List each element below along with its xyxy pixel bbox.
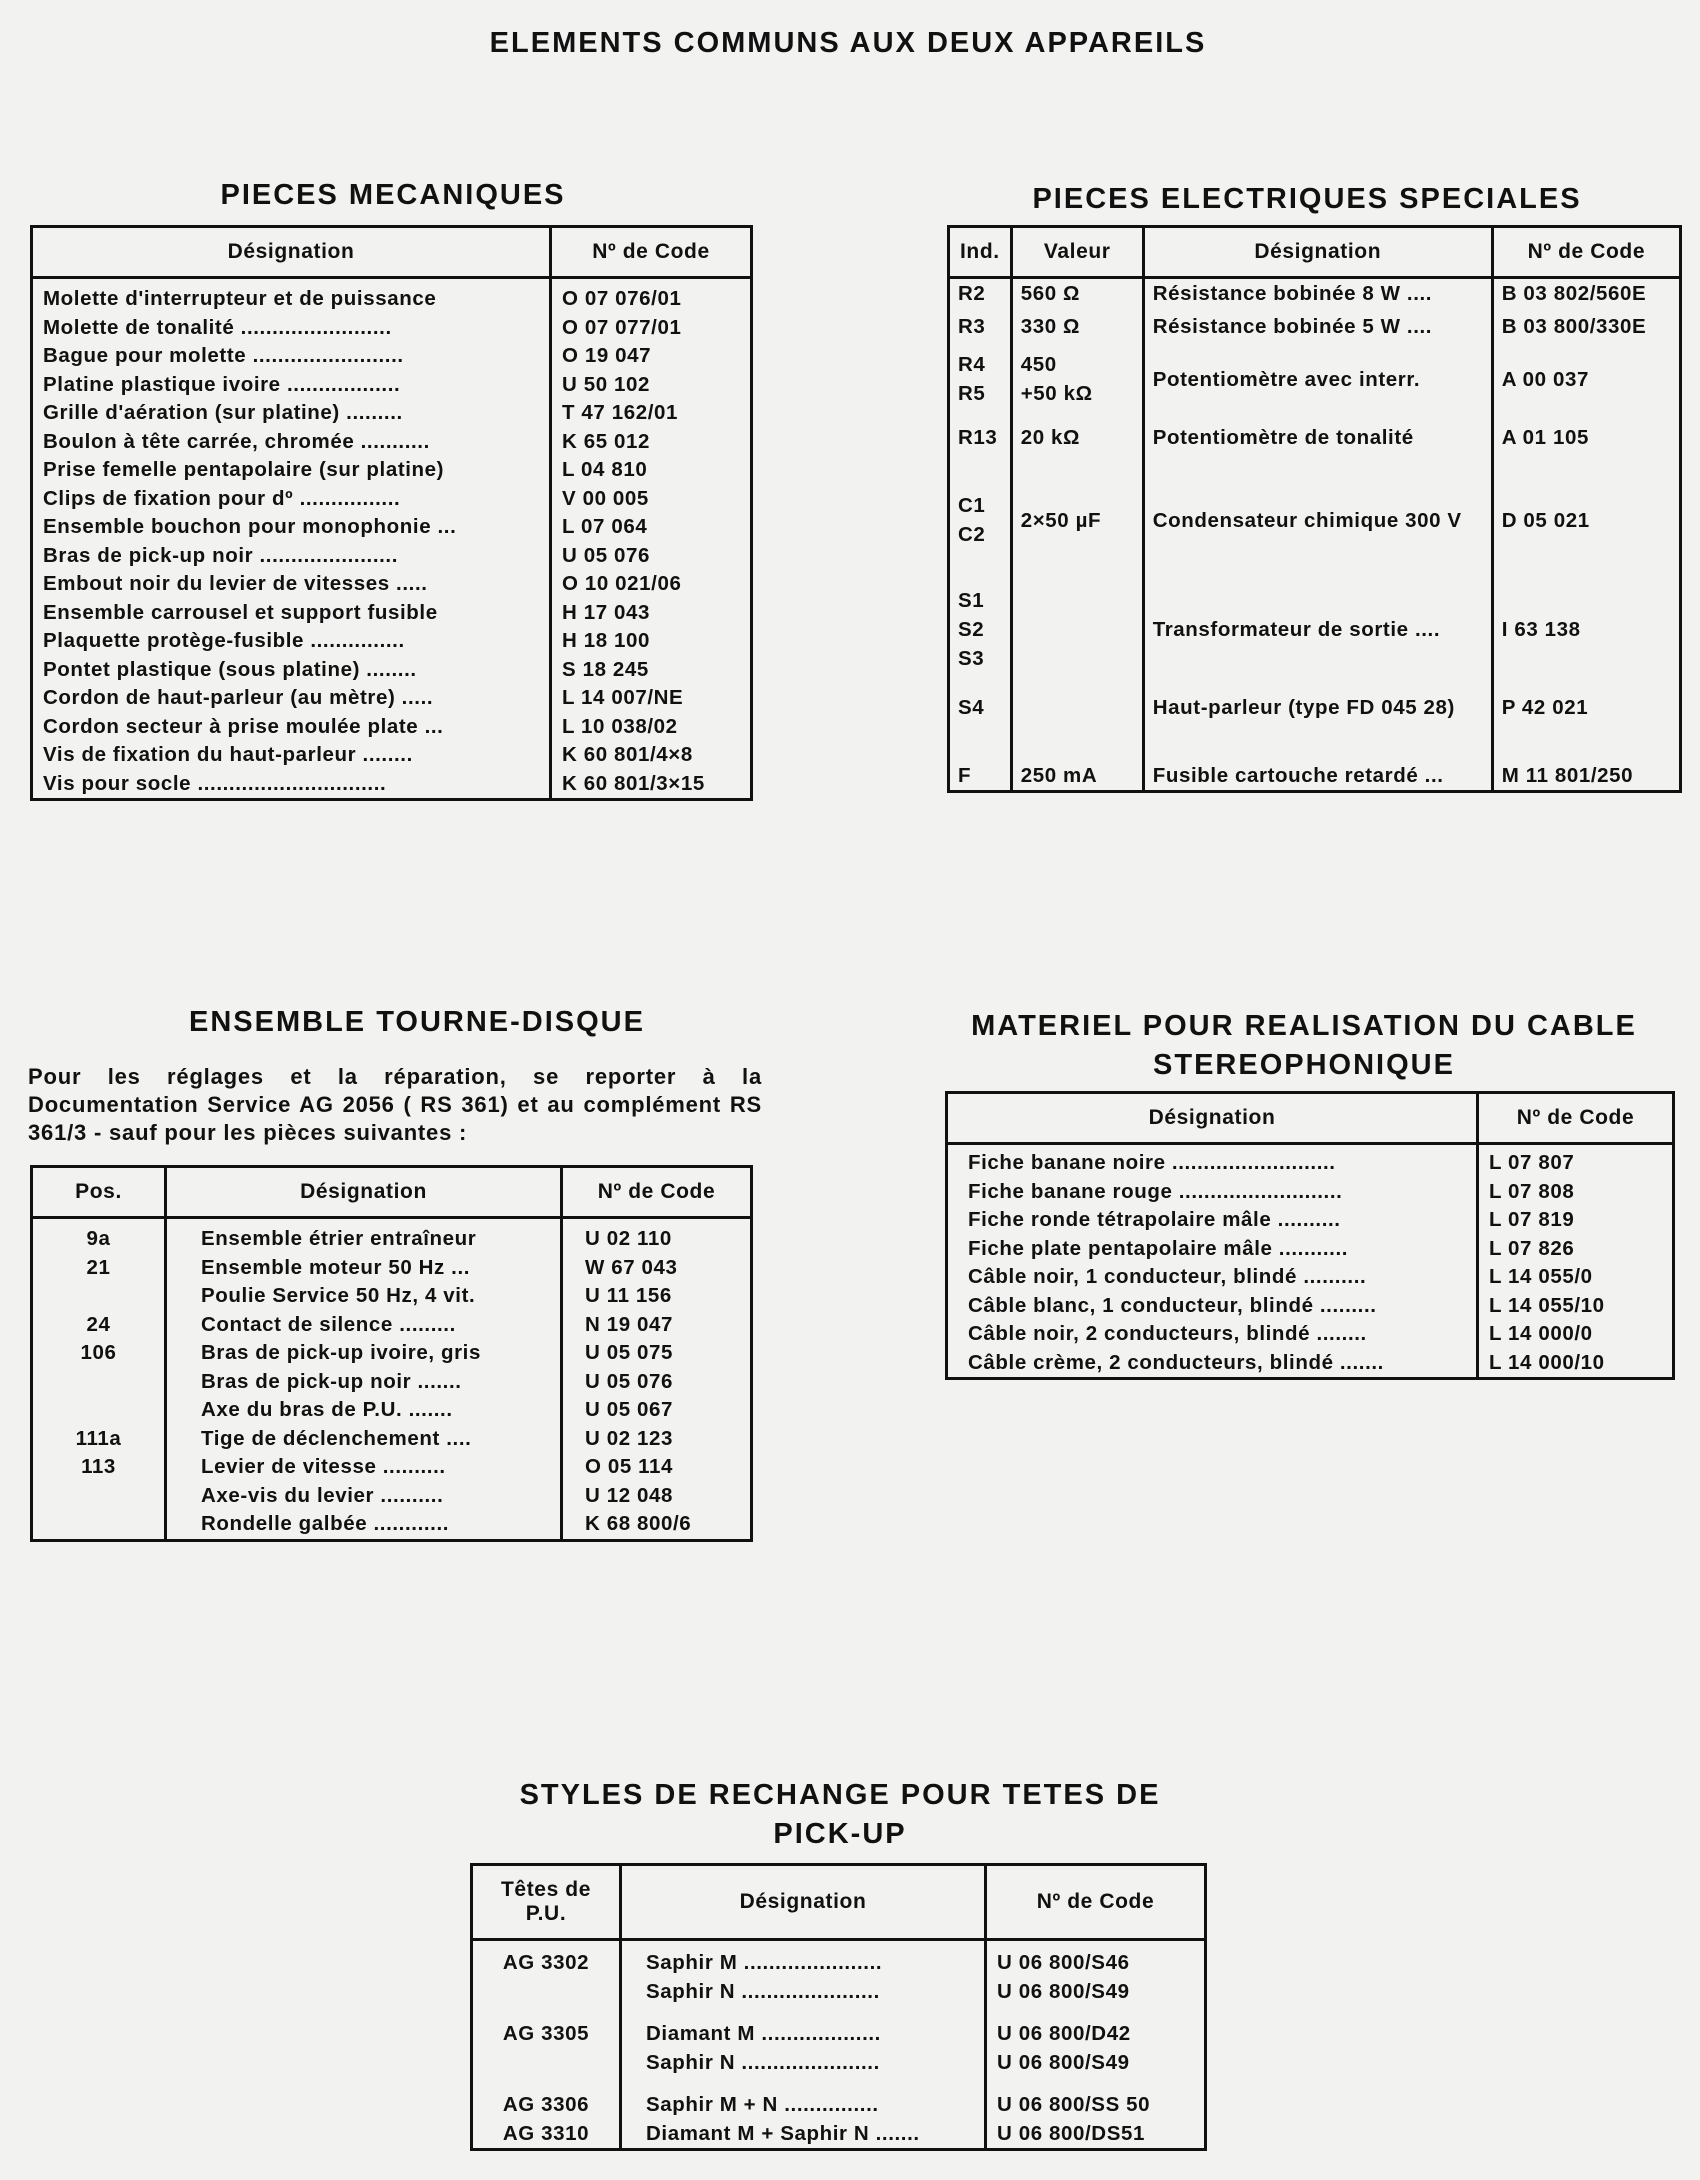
table-cell: 330 Ω	[1011, 312, 1143, 345]
table-cell: N 19 047	[562, 1311, 752, 1340]
table-cell: V 00 005	[551, 485, 752, 514]
table-cell: Platine plastique ivoire ..................	[43, 372, 401, 396]
table-cell: I 63 138	[1492, 578, 1680, 680]
table-cell: K 60 801/3×15	[551, 770, 752, 800]
table-cell: M 11 801/250	[1492, 734, 1680, 792]
table-cell: U 06 800/SS 50	[986, 2077, 1206, 2120]
table-cell: P 42 021	[1492, 680, 1680, 734]
table-cell: U 12 048	[562, 1482, 752, 1511]
table-cell: Diamant M + Saphir N .......	[621, 2120, 986, 2150]
cable-title-line1: MATERIEL POUR REALISATION DU CABLE	[971, 1010, 1637, 1042]
column-header: Nº de Code	[551, 227, 752, 278]
table-cell: S1 S2 S3	[958, 588, 985, 670]
table-row	[32, 399, 752, 428]
table-cell: T 47 162/01	[551, 399, 752, 428]
table-row	[32, 570, 752, 599]
table-cell: Cordon secteur à prise moulée plate ...	[43, 714, 444, 738]
table-cell: B 03 800/330E	[1492, 312, 1680, 345]
table-cell: 560 Ω	[1011, 278, 1143, 313]
column-header: Nº de Code	[986, 1865, 1206, 1940]
table-row	[32, 1396, 752, 1425]
table-cell	[32, 1482, 166, 1511]
table-row	[947, 1349, 1674, 1379]
table-cell: A 01 105	[1492, 413, 1680, 462]
table-cell: Grille d'aération (sur platine) .........	[43, 401, 403, 424]
table-row	[32, 513, 752, 542]
table-cell: 21	[86, 1255, 111, 1279]
column-header: Désignation	[1143, 227, 1492, 278]
tourne-disque-intro: Pour les réglages et la réparation, se reporter à la Documentation Service AG 2056 ( RS 361) et au complément RS 361/3 - sauf pour les pièces suivantes :	[28, 1064, 762, 1145]
table-row	[947, 1235, 1674, 1264]
cable-table	[945, 1091, 1675, 1380]
table-row	[949, 462, 1681, 578]
table-cell: A 00 037	[1492, 345, 1680, 413]
column-header: Désignation	[947, 1093, 1478, 1144]
table-cell: Cordon de haut-parleur (au mètre) .....	[43, 686, 434, 709]
table-cell: Fusible cartouche retardé ...	[1143, 734, 1492, 792]
column-header: Nº de Code	[1478, 1093, 1674, 1144]
table-cell: Bague pour molette ........................	[43, 344, 404, 367]
table-cell: Bras de pick-up ivoire, gris	[166, 1339, 562, 1368]
table-cell: L 07 064	[551, 513, 752, 542]
table-row	[32, 1339, 752, 1368]
table-row	[949, 278, 1681, 313]
table-cell: 111a	[75, 1426, 122, 1450]
table-cell: Bras de pick-up noir .......	[166, 1368, 562, 1397]
styles-title-line2: PICK-UP	[773, 1818, 907, 1850]
table-cell: Molette d'interrupteur et de puissance	[43, 287, 437, 310]
table-cell: 250 mA	[1011, 734, 1143, 792]
table-cell: R13	[958, 426, 998, 449]
table-row	[32, 599, 752, 628]
table-cell	[32, 1396, 166, 1425]
table-cell: Transformateur de sortie ....	[1143, 578, 1492, 680]
table-cell: Câble noir, 1 conducteur, blindé ..........	[968, 1265, 1367, 1288]
table-cell: R2	[958, 282, 986, 305]
table-cell: Ensemble étrier entraîneur	[166, 1218, 562, 1254]
table-cell: Ensemble carrousel et support fusible	[43, 600, 438, 624]
electriques-title: PIECES ELECTRIQUES SPECIALES	[1032, 183, 1582, 215]
table-cell: L 14 055/10	[1478, 1292, 1674, 1321]
table-row	[32, 342, 752, 371]
table-cell	[1011, 578, 1143, 680]
table-cell: L 07 826	[1478, 1235, 1674, 1264]
column-header: Nº de Code	[1492, 227, 1680, 278]
table-row	[949, 413, 1681, 462]
table-row	[32, 684, 752, 713]
table-cell: Condensateur chimique 300 V	[1143, 462, 1492, 578]
table-cell: B 03 802/560E	[1492, 278, 1680, 313]
column-header: Pos.	[32, 1167, 166, 1218]
table-row	[32, 713, 752, 742]
table-row	[32, 627, 752, 656]
table-cell: Potentiomètre avec interr.	[1143, 345, 1492, 413]
table-cell: L 07 807	[1478, 1144, 1674, 1178]
table-cell	[32, 1510, 166, 1540]
table-cell: U 06 800/D42 U 06 800/S49	[986, 2006, 1206, 2077]
table-row	[949, 345, 1681, 413]
column-header: Ind.	[949, 227, 1012, 278]
table-row	[949, 578, 1681, 680]
mecaniques-title: PIECES MECANIQUES	[220, 179, 566, 211]
table-cell: 2×50 µF	[1011, 462, 1143, 578]
table-cell: L 07 819	[1478, 1206, 1674, 1235]
column-header: Désignation	[32, 227, 551, 278]
table-cell: Plaquette protège-fusible ...............	[43, 629, 405, 652]
table-cell: U 02 123	[562, 1425, 752, 1454]
column-header: Valeur	[1011, 227, 1143, 278]
table-cell: L 04 810	[551, 456, 752, 485]
table-cell: Axe-vis du levier ..........	[166, 1482, 562, 1511]
table-cell: L 14 000/0	[1478, 1320, 1674, 1349]
table-row	[32, 371, 752, 400]
table-cell: O 10 021/06	[551, 570, 752, 599]
table-cell: Fiche ronde tétrapolaire mâle ..........	[968, 1208, 1341, 1231]
table-row	[32, 1425, 752, 1454]
table-cell: L 07 808	[1478, 1178, 1674, 1207]
table-cell: O 19 047	[551, 342, 752, 371]
table-cell: L 14 007/NE	[551, 684, 752, 713]
table-row	[32, 428, 752, 457]
table-cell: U 06 800/DS51	[986, 2120, 1206, 2150]
table-cell: Diamant M ................... Saphir N ......................	[621, 2006, 986, 2077]
table-cell: U 06 800/S46 U 06 800/S49	[986, 1940, 1206, 2007]
table-cell: Vis pour socle ..............................	[43, 771, 387, 795]
table-row	[32, 1311, 752, 1340]
table-cell: Fiche banane rouge ..........................	[968, 1179, 1343, 1203]
table-cell: R3	[958, 315, 986, 338]
table-row	[32, 1453, 752, 1482]
table-cell: Bras de pick-up noir ......................	[43, 543, 399, 567]
table-row	[32, 485, 752, 514]
table-cell: F	[958, 764, 972, 787]
table-cell: L 14 055/0	[1478, 1263, 1674, 1292]
table-cell: W 67 043	[562, 1254, 752, 1283]
table-cell: AG 3305	[502, 2022, 590, 2045]
table-cell: H 18 100	[551, 627, 752, 656]
table-cell: Câble crème, 2 conducteurs, blindé .......	[968, 1350, 1384, 1374]
table-row	[32, 1368, 752, 1397]
table-cell: L 10 038/02	[551, 713, 752, 742]
table-cell: Câble noir, 2 conducteurs, blindé ........	[968, 1322, 1367, 1345]
table-cell: 24	[86, 1312, 111, 1336]
table-row	[472, 1940, 1206, 2007]
table-cell: Haut-parleur (type FD 045 28)	[1143, 680, 1492, 734]
table-cell: Résistance bobinée 8 W ....	[1143, 278, 1492, 313]
table-cell: O 05 114	[562, 1453, 752, 1482]
table-row	[949, 680, 1681, 734]
table-cell: Fiche plate pentapolaire mâle ...........	[968, 1236, 1349, 1260]
table-row	[32, 1254, 752, 1283]
table-cell: 20 kΩ	[1011, 413, 1143, 462]
table-cell: 9a	[86, 1227, 111, 1250]
table-cell: Fiche banane noire ..........................	[968, 1151, 1336, 1174]
table-cell: Axe du bras de P.U. .......	[166, 1396, 562, 1425]
table-row	[472, 2006, 1206, 2077]
table-row	[949, 734, 1681, 792]
table-cell: U 02 110	[562, 1218, 752, 1254]
table-cell: Câble blanc, 1 conducteur, blindé .........	[968, 1293, 1377, 1317]
table-cell: Tige de déclenchement ....	[166, 1425, 562, 1454]
table-cell: U 11 156	[562, 1282, 752, 1311]
table-cell: AG 3302	[502, 1951, 590, 1974]
tourne-disque-title: ENSEMBLE TOURNE-DISQUE	[189, 1006, 645, 1038]
mecaniques-table	[30, 225, 753, 801]
column-header: Nº de Code	[562, 1167, 752, 1218]
cable-title-line2: STEREOPHONIQUE	[1153, 1049, 1455, 1081]
table-row	[32, 456, 752, 485]
table-cell: U 05 075	[562, 1339, 752, 1368]
table-row	[472, 2120, 1206, 2150]
table-row	[947, 1144, 1674, 1178]
table-cell: Prise femelle pentapolaire (sur platine)	[43, 458, 445, 481]
table-row	[32, 741, 752, 770]
table-row	[32, 1218, 752, 1254]
table-row	[32, 1282, 752, 1311]
table-row	[32, 1510, 752, 1540]
table-cell: Potentiomètre de tonalité	[1143, 413, 1492, 462]
table-row	[947, 1178, 1674, 1207]
table-cell: Saphir M ...................... Saphir N ......................	[621, 1940, 986, 2007]
table-cell: Saphir M + N ...............	[621, 2077, 986, 2120]
column-header: Désignation	[166, 1167, 562, 1218]
table-cell: K 68 800/6	[562, 1510, 752, 1540]
table-cell: Ensemble moteur 50 Hz ...	[166, 1254, 562, 1283]
table-cell: K 65 012	[551, 428, 752, 457]
table-cell: AG 3310	[502, 2121, 590, 2145]
table-row	[949, 312, 1681, 345]
table-cell: U 05 067	[562, 1396, 752, 1425]
table-cell: U 05 076	[562, 1368, 752, 1397]
table-cell: Embout noir du levier de vitesses .....	[43, 572, 428, 595]
table-cell	[32, 1282, 166, 1311]
table-cell: 106	[80, 1341, 117, 1364]
table-cell: S 18 245	[551, 656, 752, 685]
table-cell: AG 3306	[502, 2093, 590, 2116]
table-cell: Rondelle galbée ............	[166, 1510, 562, 1540]
table-cell	[1011, 680, 1143, 734]
column-header: Têtes de P.U.	[472, 1865, 621, 1940]
table-row	[947, 1263, 1674, 1292]
table-cell: Clips de fixation pour dº ................	[43, 486, 401, 510]
table-row	[947, 1206, 1674, 1235]
styles-title-line1: STYLES DE RECHANGE POUR TETES DE	[519, 1779, 1161, 1811]
table-cell: S4	[958, 695, 985, 719]
table-cell: 113	[81, 1455, 116, 1478]
page-title: ELEMENTS COMMUNS AUX DEUX APPAREILS	[489, 27, 1207, 59]
table-cell: Levier de vitesse ..........	[166, 1453, 562, 1482]
table-row	[947, 1292, 1674, 1321]
table-cell: Résistance bobinée 5 W ....	[1143, 312, 1492, 345]
table-cell: Contact de silence .........	[166, 1311, 562, 1340]
table-row	[32, 1482, 752, 1511]
table-cell: U 50 102	[551, 371, 752, 400]
table-row	[32, 278, 752, 314]
table-cell: L 14 000/10	[1478, 1349, 1674, 1379]
table-cell: C1 C2	[958, 494, 986, 546]
table-row	[32, 770, 752, 800]
table-cell: K 60 801/4×8	[551, 741, 752, 770]
table-cell: Molette de tonalité ........................	[43, 315, 392, 339]
table-row	[32, 542, 752, 571]
table-cell: Pontet plastique (sous platine) ........	[43, 657, 417, 681]
table-cell: Boulon à tête carrée, chromée ...........	[43, 429, 430, 453]
styles-table	[470, 1863, 1207, 2151]
table-cell: 450 +50 kΩ	[1011, 345, 1143, 413]
tourne-disque-table	[30, 1165, 753, 1542]
table-cell: O 07 076/01	[551, 278, 752, 314]
table-cell: Vis de fixation du haut-parleur ........	[43, 743, 413, 766]
table-cell: Ensemble bouchon pour monophonie ...	[43, 515, 457, 538]
table-row	[32, 314, 752, 343]
table-cell: R4 R5	[958, 353, 986, 405]
table-row	[947, 1320, 1674, 1349]
table-cell: D 05 021	[1492, 462, 1680, 578]
electriques-table	[947, 225, 1682, 793]
table-cell	[32, 1368, 166, 1397]
table-cell: H 17 043	[551, 599, 752, 628]
table-cell: O 07 077/01	[551, 314, 752, 343]
table-cell: U 05 076	[551, 542, 752, 571]
column-header: Désignation	[621, 1865, 986, 1940]
table-cell: Poulie Service 50 Hz, 4 vit.	[166, 1282, 562, 1311]
table-row	[32, 656, 752, 685]
table-row	[472, 2077, 1206, 2120]
